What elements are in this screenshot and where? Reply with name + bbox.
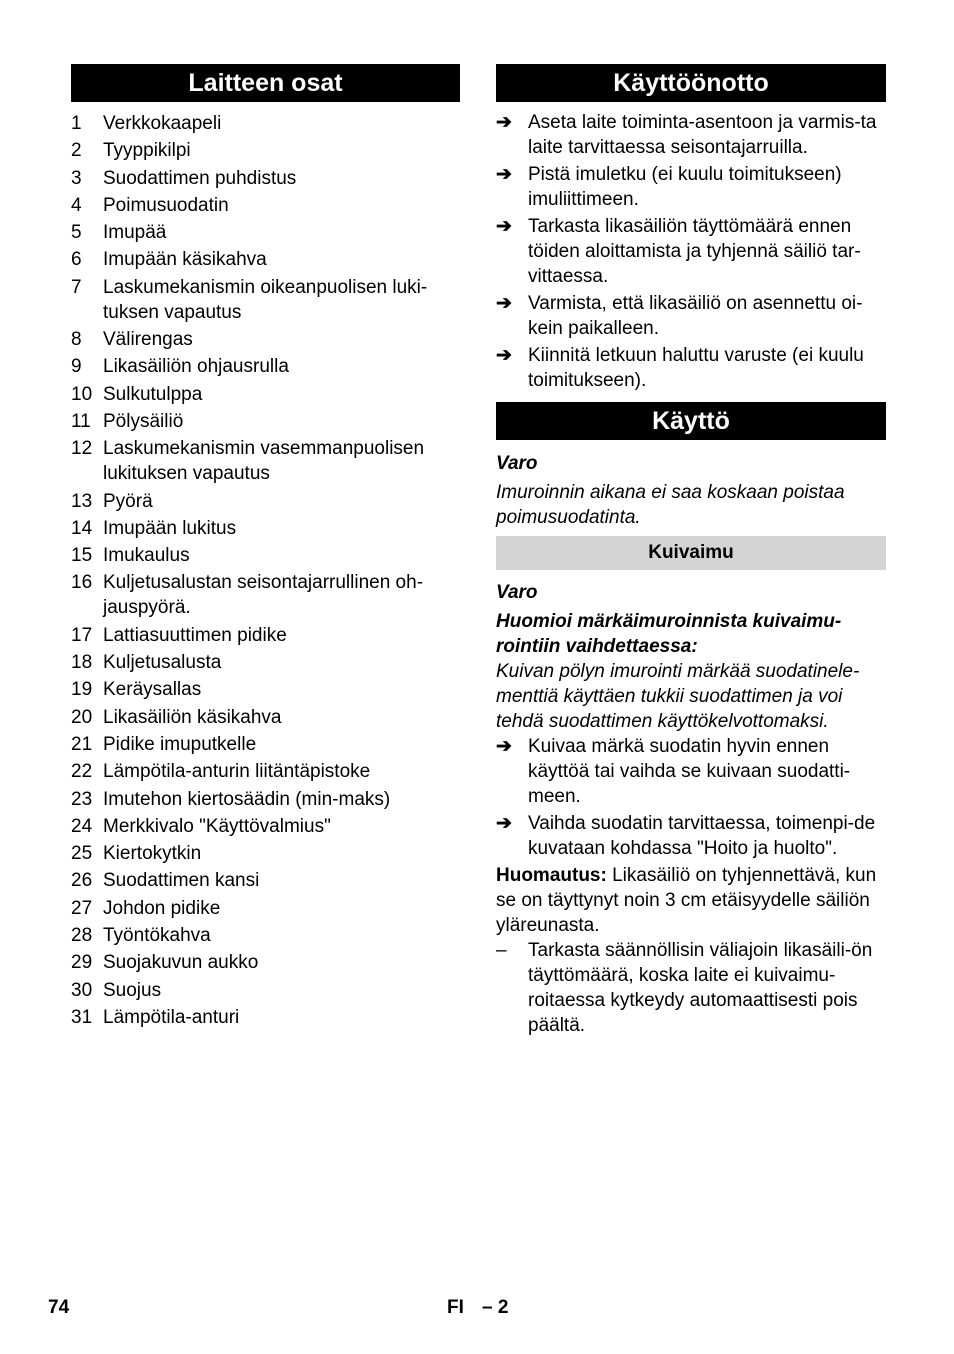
part-label: Poimusuodatin bbox=[103, 194, 229, 216]
part-number: 24 bbox=[71, 815, 93, 837]
parts-list bbox=[71, 111, 460, 1030]
part-item bbox=[71, 409, 460, 434]
part-item bbox=[71, 732, 460, 757]
part-item bbox=[71, 570, 460, 620]
part-number: 19 bbox=[71, 679, 93, 701]
part-number: 17 bbox=[71, 624, 93, 646]
part-number: 8 bbox=[71, 329, 82, 351]
step-item bbox=[496, 214, 886, 289]
part-number: 18 bbox=[71, 652, 93, 674]
part-label: Lämpötila-anturi bbox=[103, 1006, 240, 1028]
warning-label-2: Varo bbox=[496, 582, 538, 603]
part-number: 26 bbox=[71, 870, 93, 892]
part-item bbox=[71, 275, 460, 325]
part-item bbox=[71, 382, 460, 407]
startup-steps bbox=[496, 110, 886, 393]
part-label: Suodattimen puhdistus bbox=[103, 167, 297, 189]
part-label: Merkkivalo "Käyttövalmius" bbox=[103, 815, 331, 837]
part-item bbox=[71, 1005, 460, 1030]
step-text: Pistä imuletku (ei kuulu toimitukseen) imuliittimeen. bbox=[528, 164, 842, 210]
part-item bbox=[71, 896, 460, 921]
part-number: 14 bbox=[71, 517, 93, 539]
part-number: 12 bbox=[71, 438, 93, 460]
part-label: Sulkutulppa bbox=[103, 383, 203, 405]
arrow-icon: ➔ bbox=[496, 112, 512, 133]
part-item bbox=[71, 327, 460, 352]
part-item bbox=[71, 111, 460, 136]
part-number: 6 bbox=[71, 249, 82, 271]
warning-text-2: Kuivan pölyn imurointi märkää suodatinele-menttiä käyttäen tukkii suodattimen ja voi tehdä suodattimen käyttökelvottomaksi. bbox=[496, 661, 860, 732]
part-number: 31 bbox=[71, 1006, 93, 1028]
step-item bbox=[496, 110, 886, 160]
step-text: Varmista, että likasäiliö on asennettu oi-kein paikalleen. bbox=[528, 293, 863, 339]
arrow-icon: ➔ bbox=[496, 293, 512, 314]
part-label: Pyörä bbox=[103, 490, 153, 512]
step-item bbox=[496, 343, 886, 393]
note-text: Likasäiliö on tyhjennettävä, kun se on täyttynyt noin 3 cm etäisyydelle säiliön yläreunasta. bbox=[496, 865, 877, 936]
arrow-icon: ➔ bbox=[496, 736, 512, 757]
page-number: 74 bbox=[48, 1297, 70, 1318]
part-item bbox=[71, 950, 460, 975]
part-number: 23 bbox=[71, 788, 93, 810]
subsection-heading-dry-vacuum: Kuivaimu bbox=[496, 536, 886, 570]
part-item bbox=[71, 759, 460, 784]
part-label: Imukaulus bbox=[103, 545, 190, 567]
part-item bbox=[71, 516, 460, 541]
part-label: Imutehon kiertosäädin (min-maks) bbox=[103, 788, 391, 810]
part-label: Lämpötila-anturin liitäntäpistoke bbox=[103, 761, 371, 783]
section-heading-startup: Käyttöönotto bbox=[496, 64, 886, 102]
part-number: 9 bbox=[71, 356, 82, 378]
part-label: Työntökahva bbox=[103, 925, 211, 947]
part-number: 30 bbox=[71, 979, 93, 1001]
step-item bbox=[496, 162, 886, 212]
part-item bbox=[71, 868, 460, 893]
part-number: 13 bbox=[71, 490, 93, 512]
part-label: Imupään käsikahva bbox=[103, 249, 267, 271]
part-item bbox=[71, 166, 460, 191]
part-label: Suojus bbox=[103, 979, 162, 1001]
part-number: 10 bbox=[71, 383, 93, 405]
note-paragraph bbox=[496, 863, 886, 938]
part-number: 27 bbox=[71, 897, 93, 919]
part-item bbox=[71, 787, 460, 812]
part-label: Imupää bbox=[103, 222, 167, 244]
dash-item-text: Tarkasta säännöllisin väliajoin likasäili-ön täyttömäärä, koska laite ei kuivaimu-roitaessa kytkeydy automaattisesti pois päältä. bbox=[528, 940, 873, 1036]
part-item bbox=[71, 705, 460, 730]
part-item bbox=[71, 220, 460, 245]
part-label: Pidike imuputkelle bbox=[103, 733, 257, 755]
part-label: Suojakuvun aukko bbox=[103, 952, 259, 974]
part-item bbox=[71, 193, 460, 218]
part-label: Likasäiliön käsikahva bbox=[103, 706, 282, 728]
left-column bbox=[71, 64, 460, 1032]
part-number: 15 bbox=[71, 545, 93, 567]
part-label: Lattiasuuttimen pidike bbox=[103, 624, 287, 646]
part-number: 28 bbox=[71, 925, 93, 947]
part-label: Laskumekanismin oikeanpuolisen luki-tuksen vapautus bbox=[103, 276, 428, 323]
part-item bbox=[71, 814, 460, 839]
arrow-icon: ➔ bbox=[496, 216, 512, 237]
part-number: 20 bbox=[71, 706, 93, 728]
part-number: 16 bbox=[71, 572, 93, 594]
part-item bbox=[71, 841, 460, 866]
part-number: 3 bbox=[71, 167, 82, 189]
arrow-icon: ➔ bbox=[496, 164, 512, 185]
part-number: 4 bbox=[71, 194, 82, 216]
part-number: 2 bbox=[71, 140, 82, 162]
part-number: 25 bbox=[71, 843, 93, 865]
dash-list bbox=[496, 938, 886, 1038]
part-number: 5 bbox=[71, 222, 82, 244]
part-item bbox=[71, 677, 460, 702]
part-number: 11 bbox=[71, 410, 91, 432]
part-item bbox=[71, 978, 460, 1003]
warning-label: Varo bbox=[496, 453, 538, 474]
right-column bbox=[496, 64, 886, 1040]
part-label: Tyyppikilpi bbox=[103, 140, 191, 162]
part-label: Kiertokytkin bbox=[103, 843, 202, 865]
part-label: Imupään lukitus bbox=[103, 517, 237, 539]
dash-item bbox=[496, 938, 886, 1038]
part-label: Johdon pidike bbox=[103, 897, 221, 919]
part-label: Kuljetusalusta bbox=[103, 652, 222, 674]
part-label: Välirengas bbox=[103, 329, 193, 351]
step-item bbox=[496, 291, 886, 341]
dash-marker: – bbox=[496, 940, 507, 961]
section-heading-operation: Käyttö bbox=[496, 402, 886, 440]
step-text: Kiinnitä letkuun haluttu varuste (ei kuulu toimitukseen). bbox=[528, 345, 864, 391]
part-item bbox=[71, 650, 460, 675]
part-item bbox=[71, 489, 460, 514]
section-heading-parts: Laitteen osat bbox=[71, 64, 460, 102]
part-item bbox=[71, 623, 460, 648]
part-item bbox=[71, 543, 460, 568]
sub-page-number: – 2 bbox=[482, 1297, 509, 1318]
part-label: Keräysallas bbox=[103, 679, 202, 701]
part-label: Likasäiliön ohjausrulla bbox=[103, 356, 289, 378]
step-item bbox=[496, 734, 886, 809]
arrow-icon: ➔ bbox=[496, 813, 512, 834]
step-text: Aseta laite toiminta-asentoon ja varmis-ta laite tarvittaessa seisontajarruilla. bbox=[528, 112, 877, 158]
step-item bbox=[496, 811, 886, 861]
step-text: Kuivaa märkä suodatin hyvin ennen käyttöä tai vaihda se kuivaan suodatti-meen. bbox=[528, 736, 851, 807]
part-label: Suodattimen kansi bbox=[103, 870, 260, 892]
part-number: 29 bbox=[71, 952, 93, 974]
part-item bbox=[71, 436, 460, 486]
step-text: Tarkasta likasäiliön täyttömäärä ennen töiden aloittamista ja tyhjennä säiliö tar-vittaessa. bbox=[528, 216, 861, 287]
part-label: Verkkokaapeli bbox=[103, 113, 222, 134]
note-label: Huomautus: bbox=[496, 865, 607, 886]
part-label: Kuljetusalustan seisontajarrullinen oh-jauspyörä. bbox=[103, 572, 424, 619]
part-label: Laskumekanismin vasemmanpuolisen lukituksen vapautus bbox=[103, 438, 425, 485]
part-item bbox=[71, 354, 460, 379]
part-item bbox=[71, 138, 460, 163]
part-number: 21 bbox=[71, 733, 93, 755]
warning-text: Imuroinnin aikana ei saa koskaan poistaa poimusuodatinta. bbox=[496, 482, 845, 528]
part-number: 7 bbox=[71, 276, 82, 298]
warning-bold-text: Huomioi märkäimuroinnista kuivaimu-rointiin vaihdettaessa: bbox=[496, 611, 842, 657]
dry-vacuum-steps bbox=[496, 734, 886, 861]
part-item bbox=[71, 247, 460, 272]
part-number: 22 bbox=[71, 761, 93, 783]
part-label: Pölysäiliö bbox=[103, 410, 184, 432]
step-text: Vaihda suodatin tarvittaessa, toimenpi-de kuvataan kohdassa "Hoito ja huolto". bbox=[528, 813, 876, 859]
part-item bbox=[71, 923, 460, 948]
arrow-icon: ➔ bbox=[496, 345, 512, 366]
language-code: FI bbox=[447, 1297, 464, 1318]
part-number: 1 bbox=[71, 113, 82, 134]
